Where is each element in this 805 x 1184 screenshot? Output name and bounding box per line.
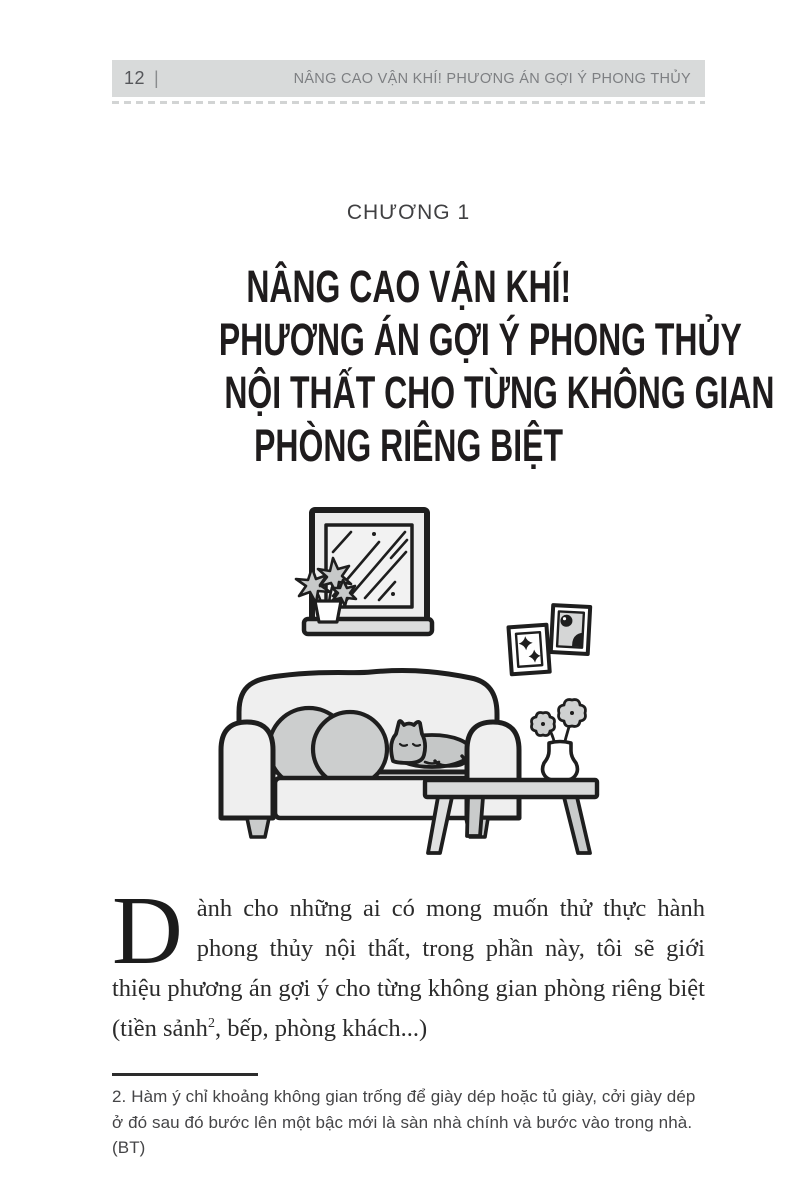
- chapter-title-line-2: PHƯƠNG ÁN GỢI Ý PHONG THỦY: [218, 314, 742, 365]
- drop-cap: D: [112, 877, 183, 985]
- footnote-divider: [112, 1073, 258, 1076]
- page-number: 12: [124, 68, 146, 88]
- chapter-title-line-1: NÂNG CAO VẬN KHÍ!: [246, 261, 571, 312]
- chapter-title: [112, 260, 775, 472]
- footnote-text: 2. Hàm ý chỉ khoảng không gian trống để giày dép hoặc tủ giày, cởi giày dép ở đó sau đó bước lên một bậc mới là sàn nhà chính và bước vào trong nhà. (BT): [112, 1087, 696, 1157]
- running-header: [112, 60, 705, 97]
- body-text-tail: , bếp, phòng khách...): [214, 1015, 428, 1042]
- running-title: NÂNG CAO VẬN KHÍ! PHƯƠNG ÁN GỢI Ý PHONG THỦY: [293, 70, 691, 87]
- body-paragraph: [112, 877, 705, 1049]
- header-perforation-divider: [112, 101, 705, 104]
- body-text-main: ành cho những ai có mong muốn thử thực hành phong thủy nội thất, trong phần này, tôi sẽ giới thiệu phương án gợi ý cho từng không gian phòng riêng biệt (tiền sảnh: [112, 895, 705, 1042]
- wall-picture-flowers-icon: [508, 625, 549, 675]
- page-number-separator: |: [154, 68, 159, 88]
- footnote-reference: 2: [207, 1016, 215, 1031]
- page-number-group: [124, 68, 159, 89]
- living-room-illustration: [112, 500, 705, 875]
- chapter-title-line-3: NỘI THẤT CHO TỪNG KHÔNG GIAN: [224, 367, 775, 418]
- wall-picture-moon-icon: [550, 605, 589, 654]
- chapter-label: CHƯƠNG 1: [346, 201, 471, 224]
- chapter-title-line-4: PHÒNG RIÊNG BIỆT: [254, 420, 563, 471]
- flower-vase-icon: [531, 700, 585, 781]
